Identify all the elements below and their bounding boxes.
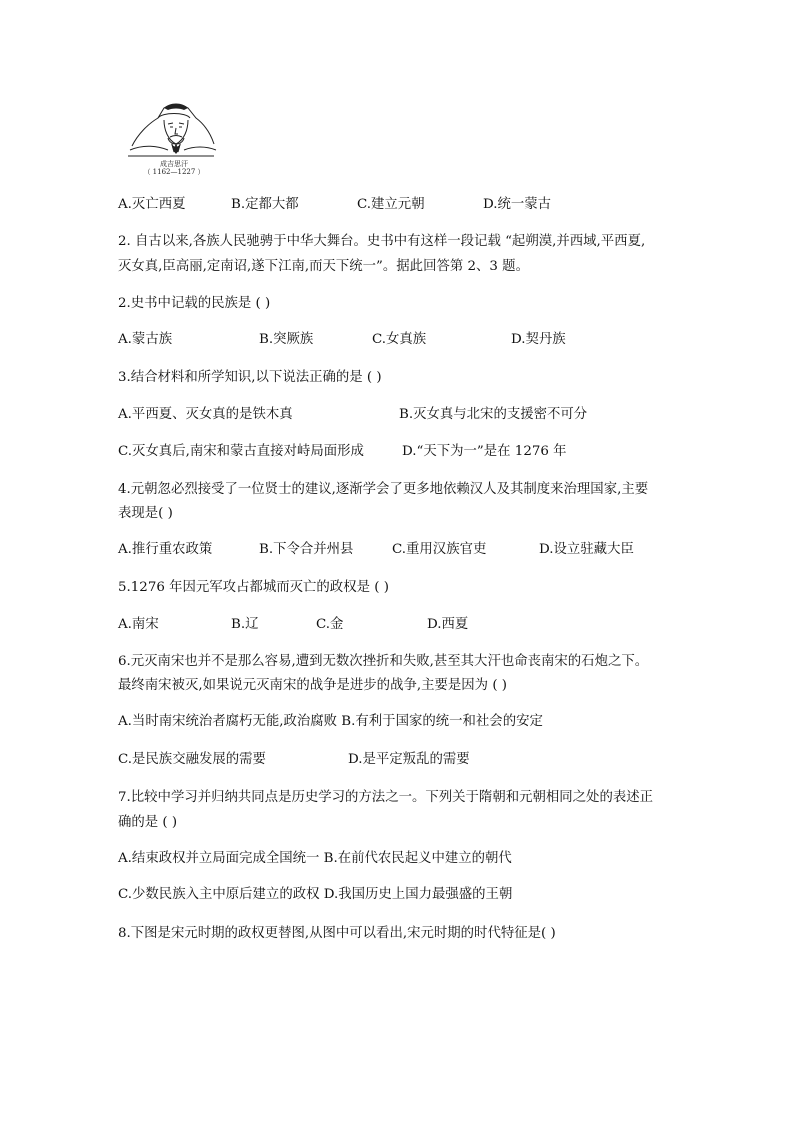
- q7-option-ab[interactable]: A.结束政权并立局面完成全国统一 B.在前代农民起义中建立的朝代: [118, 851, 512, 866]
- q3-stem: 3.结合材料和所学知识,以下说法正确的是 ( ): [118, 370, 382, 385]
- q5-option-d[interactable]: D.西夏: [427, 617, 469, 632]
- q6-option-d[interactable]: D.是平定叛乱的需要: [348, 752, 470, 767]
- q6-stem-line-1: 6.元灭南宋也并不是那么容易,遭到无数次挫折和失败,甚至其大汗也命丧南宋的石炮之下。: [118, 654, 649, 669]
- q7-option-cd[interactable]: C.少数民族入主中原后建立的政权 D.我国历史上国力最强盛的王朝: [118, 887, 513, 902]
- q1-option-a[interactable]: A.灭亡西夏: [118, 197, 186, 212]
- q4-stem-line-2: 表现是( ): [118, 506, 173, 521]
- q7-stem-line-2: 确的是 ( ): [118, 815, 178, 830]
- portrait-caption-name: 成吉思汗: [160, 160, 188, 168]
- material-line-2: 灭女真,臣高丽,定南诏,遂下江南,而天下统一”。据此回答第 2、3 题。: [118, 259, 529, 274]
- q2-stem: 2.史书中记载的民族是 ( ): [118, 296, 271, 311]
- q6-option-c[interactable]: C.是民族交融发展的需要: [118, 752, 266, 767]
- q2-option-a[interactable]: A.蒙古族: [118, 332, 173, 347]
- q4-option-d[interactable]: D.设立驻藏大臣: [539, 542, 634, 557]
- q1-option-d[interactable]: D.统一蒙古: [483, 197, 552, 212]
- q2-option-d[interactable]: D.契丹族: [511, 332, 566, 347]
- q6-stem-line-2: 最终南宋被灭,如果说元灭南宋的战争是进步的战争,主要是因为 ( ): [118, 678, 508, 693]
- q3-option-d[interactable]: D.“天下为一”是在 1276 年: [402, 444, 567, 459]
- q4-option-a[interactable]: A.推行重农政策: [118, 542, 213, 557]
- q8-stem: 8.下图是宋元时期的政权更替图,从图中可以看出,宋元时期的时代特征是( ): [118, 926, 556, 941]
- portrait-caption-years: （ 1162—1227 ）: [143, 168, 205, 176]
- q5-option-c[interactable]: C.金: [316, 617, 344, 632]
- q5-option-a[interactable]: A.南宋: [118, 617, 159, 632]
- material-line-1: 2. 自古以来,各族人民驰骋于中华大舞台。史书中有这样一段记载 “起朔漠,并西域,平西夏,: [118, 234, 646, 249]
- q5-option-b[interactable]: B.辽: [231, 617, 259, 632]
- q5-stem: 5.1276 年因元军攻占都城而灭亡的政权是 ( ): [118, 580, 389, 595]
- q3-option-b[interactable]: B.灭女真与北宋的支援密不可分: [399, 407, 588, 422]
- q2-option-c[interactable]: C.女真族: [372, 332, 427, 347]
- q3-option-c[interactable]: C.灭女真后,南宋和蒙古直接对峙局面形成: [118, 444, 364, 459]
- q7-stem-line-1: 7.比较中学习并归纳共同点是历史学习的方法之一。下列关于隋朝和元朝相同之处的表述正: [118, 790, 654, 805]
- portrait-drawing-icon: [124, 100, 218, 160]
- q4-option-c[interactable]: C.重用汉族官吏: [392, 542, 487, 557]
- q1-option-b[interactable]: B.定都大都: [231, 197, 299, 212]
- q2-option-b[interactable]: B.突厥族: [259, 332, 314, 347]
- q1-option-c[interactable]: C.建立元朝: [357, 197, 425, 212]
- q3-option-a[interactable]: A.平西夏、灭女真的是铁木真: [118, 407, 293, 422]
- q6-option-ab[interactable]: A.当时南宋统治者腐朽无能,政治腐败 B.有利于国家的统一和社会的安定: [118, 714, 543, 729]
- q4-option-b[interactable]: B.下令合并州县: [259, 542, 354, 557]
- q4-stem-line-1: 4.元朝忽必烈接受了一位贤士的建议,逐渐学会了更多地依赖汉人及其制度来治理国家,主要: [118, 482, 649, 497]
